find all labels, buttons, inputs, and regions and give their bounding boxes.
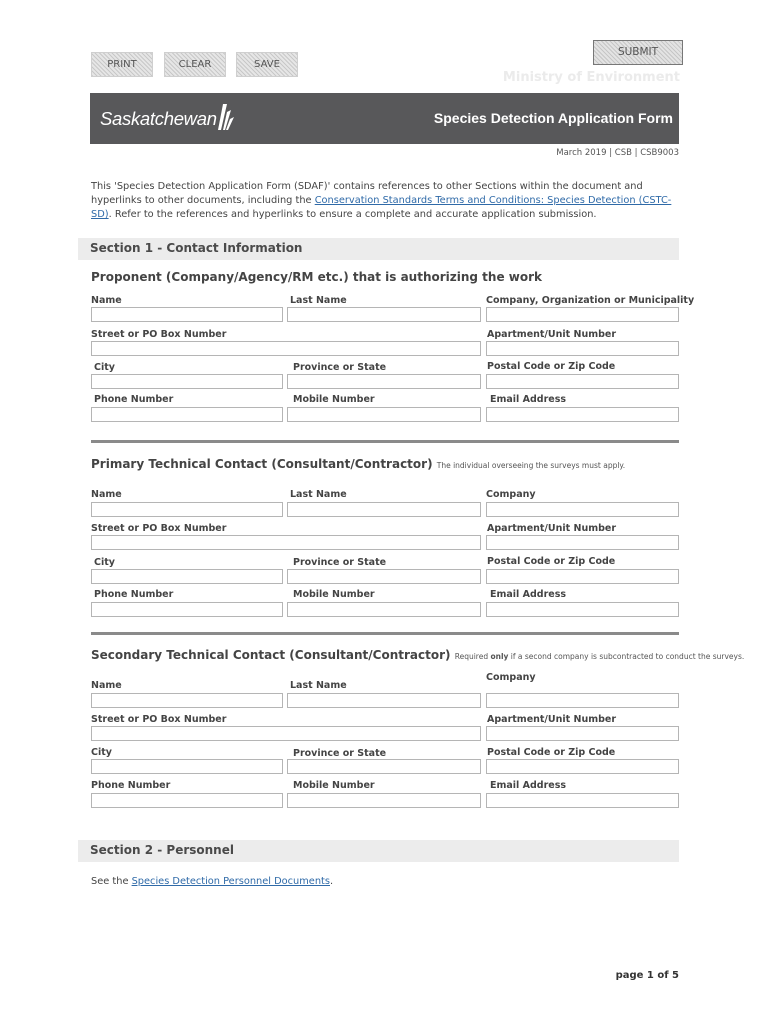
intro-text: This 'Species Detection Application Form (SDAF)' contains references to other Sections within the document and hyperlinks to other documents, including the xyxy=(91,181,643,206)
section-1-header xyxy=(78,238,679,260)
primary-email-label: Email Address xyxy=(490,589,567,600)
proponent-company-field[interactable] xyxy=(486,307,679,322)
primary-province-label: Province or State xyxy=(293,557,387,568)
proponent-mobile-label: Mobile Number xyxy=(293,394,375,405)
secondary-city-label: City xyxy=(91,747,112,758)
note-post: if a second company is subcontracted to conduct the surveys. xyxy=(508,652,745,661)
ministry-name: Ministry of Environment xyxy=(502,70,680,85)
primary-contact-note: The individual overseeing the surveys must apply. xyxy=(436,461,626,470)
primary-postal-label: Postal Code or Zip Code xyxy=(487,556,616,567)
primary-city-label: City xyxy=(94,557,115,568)
header-banner xyxy=(90,93,679,144)
secondary-email-label: Email Address xyxy=(490,780,567,791)
proponent-mobile-field[interactable] xyxy=(287,407,481,422)
primary-last-name-label: Last Name xyxy=(290,489,347,500)
proponent-email-label: Email Address xyxy=(490,394,567,405)
proponent-city-label: City xyxy=(94,362,115,373)
wheat-logo-icon xyxy=(215,102,235,132)
secondary-province-label: Province or State xyxy=(293,748,387,759)
proponent-email-field[interactable] xyxy=(486,407,679,422)
secondary-phone-label: Phone Number xyxy=(91,780,171,791)
secondary-name-label: Name xyxy=(91,680,122,691)
section-2-header xyxy=(78,840,679,862)
intro-paragraph xyxy=(91,180,679,222)
personnel-text: See the xyxy=(91,876,132,887)
primary-mobile-label: Mobile Number xyxy=(293,589,375,600)
primary-street-label: Street or PO Box Number xyxy=(91,523,227,534)
proponent-apt-label: Apartment/Unit Number xyxy=(487,329,617,340)
secondary-apt-field[interactable] xyxy=(486,726,679,741)
secondary-province-field[interactable] xyxy=(287,759,481,774)
primary-province-field[interactable] xyxy=(287,569,481,584)
secondary-phone-field[interactable] xyxy=(91,793,283,808)
proponent-last-name-label: Last Name xyxy=(290,295,347,306)
primary-email-field[interactable] xyxy=(486,602,679,617)
secondary-postal-label: Postal Code or Zip Code xyxy=(487,747,616,758)
proponent-phone-label: Phone Number xyxy=(94,394,174,405)
proponent-street-field[interactable] xyxy=(91,341,481,356)
save-button[interactable]: SAVE xyxy=(236,52,298,77)
secondary-contact-title: Secondary Technical Contact (Consultant/Contractor) xyxy=(91,648,451,662)
proponent-postal-field[interactable] xyxy=(486,374,679,389)
primary-postal-field[interactable] xyxy=(486,569,679,584)
proponent-company-label: Company, Organization or Municipality xyxy=(486,295,695,306)
primary-apt-label: Apartment/Unit Number xyxy=(487,523,617,534)
submit-button[interactable]: SUBMIT xyxy=(593,40,683,65)
saskatchewan-logo-text: Saskatchewan xyxy=(100,108,217,129)
section-2-title: Section 2 - Personnel xyxy=(90,843,234,857)
proponent-apt-field[interactable] xyxy=(486,341,679,356)
personnel-documents-link[interactable]: Species Detection Personnel Documents xyxy=(131,876,330,887)
secondary-company-field[interactable] xyxy=(486,693,679,708)
primary-city-field[interactable] xyxy=(91,569,283,584)
note-pre: Required xyxy=(454,652,491,661)
proponent-province-label: Province or State xyxy=(293,362,387,373)
proponent-phone-field[interactable] xyxy=(91,407,283,422)
primary-contact-heading xyxy=(91,457,625,471)
proponent-street-label: Street or PO Box Number xyxy=(91,329,227,340)
primary-company-label: Company xyxy=(486,489,536,500)
proponent-name-label: Name xyxy=(91,295,122,306)
primary-apt-field[interactable] xyxy=(486,535,679,550)
proponent-last-name-field[interactable] xyxy=(287,307,481,322)
proponent-city-field[interactable] xyxy=(91,374,283,389)
section-divider xyxy=(91,632,679,635)
primary-last-name-field[interactable] xyxy=(287,502,481,517)
proponent-heading: Proponent (Company/Agency/RM etc.) that is authorizing the work xyxy=(91,270,543,284)
proponent-province-field[interactable] xyxy=(287,374,481,389)
secondary-street-field[interactable] xyxy=(91,726,481,741)
secondary-postal-field[interactable] xyxy=(486,759,679,774)
secondary-mobile-field[interactable] xyxy=(287,793,481,808)
secondary-contact-note xyxy=(455,652,745,661)
primary-name-label: Name xyxy=(91,489,122,500)
secondary-mobile-label: Mobile Number xyxy=(293,780,375,791)
primary-name-field[interactable] xyxy=(91,502,283,517)
print-button[interactable]: PRINT xyxy=(91,52,153,77)
personnel-text-end: . xyxy=(329,876,334,887)
primary-phone-field[interactable] xyxy=(91,602,283,617)
section-divider xyxy=(91,440,679,443)
section-1-title: Section 1 - Contact Information xyxy=(90,241,303,255)
primary-company-field[interactable] xyxy=(486,502,679,517)
note-only: only xyxy=(490,652,509,661)
secondary-apt-label: Apartment/Unit Number xyxy=(487,714,617,725)
cstc-sd-link[interactable]: Conservation Standards Terms and Conditions: Species Detection (CSTC-SD) xyxy=(91,195,672,220)
secondary-name-field[interactable] xyxy=(91,693,283,708)
personnel-paragraph xyxy=(91,876,333,887)
secondary-street-label: Street or PO Box Number xyxy=(91,714,227,725)
secondary-last-name-field[interactable] xyxy=(287,693,481,708)
proponent-name-field[interactable] xyxy=(91,307,283,322)
form-meta: March 2019 | CSB | CSB9003 xyxy=(556,148,679,158)
page-number: page 1 of 5 xyxy=(615,970,679,981)
primary-phone-label: Phone Number xyxy=(94,589,174,600)
secondary-last-name-label: Last Name xyxy=(290,680,347,691)
secondary-city-field[interactable] xyxy=(91,759,283,774)
primary-mobile-field[interactable] xyxy=(287,602,481,617)
proponent-postal-label: Postal Code or Zip Code xyxy=(487,361,616,372)
primary-street-field[interactable] xyxy=(91,535,481,550)
secondary-contact-heading xyxy=(91,648,744,662)
intro-text-end: . Refer to the references and hyperlinks to ensure a complete and accurate application submission. xyxy=(108,209,597,220)
secondary-email-field[interactable] xyxy=(486,793,679,808)
secondary-company-label: Company xyxy=(486,672,536,683)
primary-contact-title: Primary Technical Contact (Consultant/Contractor) xyxy=(91,457,433,471)
form-title: Species Detection Application Form xyxy=(433,110,673,126)
clear-button[interactable]: CLEAR xyxy=(164,52,226,77)
